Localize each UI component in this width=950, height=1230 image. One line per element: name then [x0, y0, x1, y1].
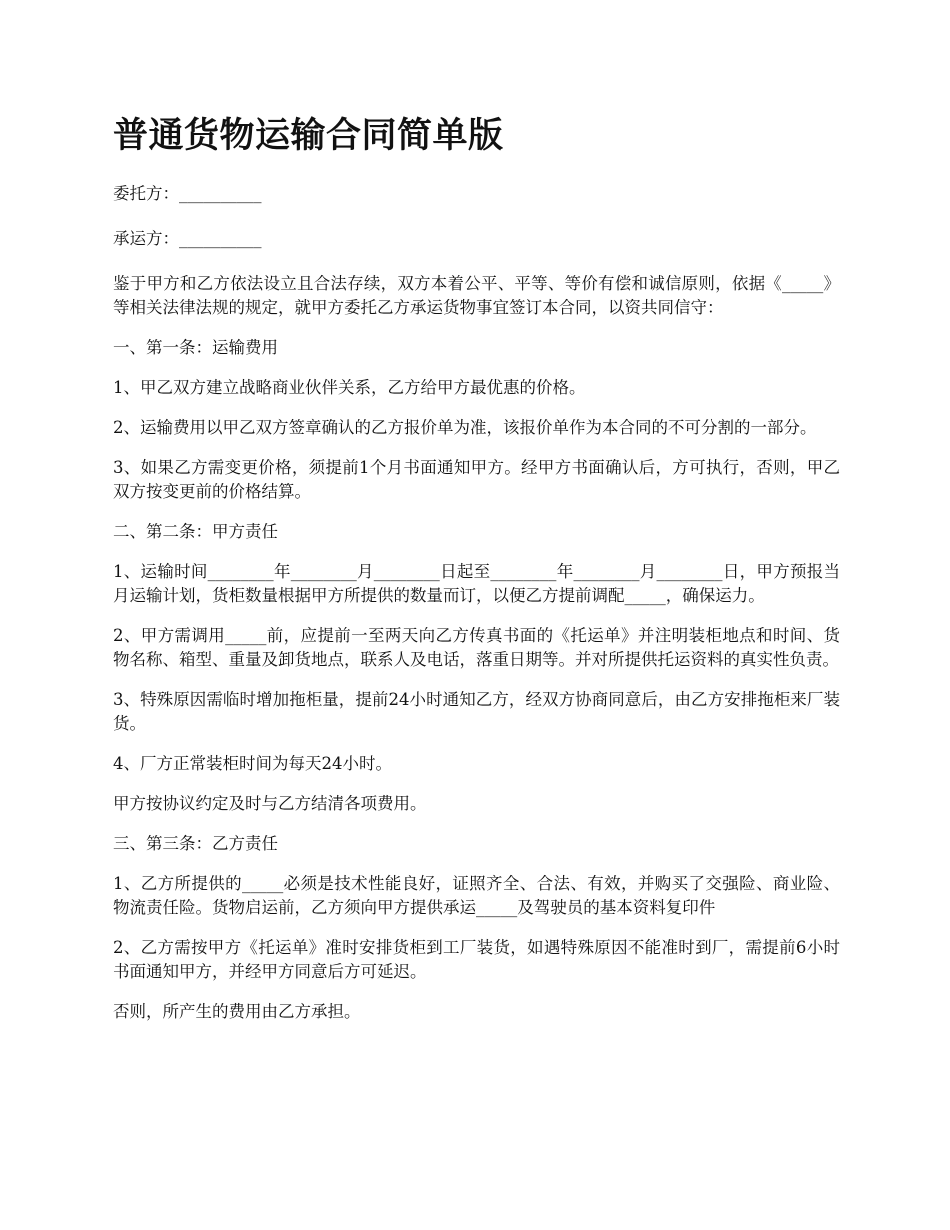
section-heading-1: 一、第一条：运输费用 [113, 338, 278, 357]
clause-1-1: 1、甲乙双方建立战略商业伙伴关系，乙方给甲方最优惠的价格。 [113, 378, 586, 397]
clause-1-2: 2、运输费用以甲乙双方签章确认的乙方报价单为准，该报价单作为本合同的不可分割的一部分。 [113, 418, 817, 437]
document-title: 普通货物运输合同简单版 [113, 116, 504, 156]
section-heading-3: 三、第三条：乙方责任 [113, 834, 278, 853]
clause-3-1: 1、乙方所提供的_____必须是技术性能良好，证照齐全、合法、有效，并购买了交强险、商业险、物流责任险。货物启运前，乙方须向甲方提供承运_____及驾驶员的基本资料复印件 [113, 874, 840, 917]
clause-2-1: 1、运输时间________年________月________日起至________年________月________日，甲方预报当月运输计划，货柜数量根据甲方所提供的数量而订，以便乙方提前调配_____，确保运力。 [113, 562, 840, 605]
clause-2-3: 3、特殊原因需临时增加拖柜量，提前24小时通知乙方，经双方协商同意后，由乙方安排拖柜来厂装货。 [113, 690, 840, 733]
preamble-paragraph: 鉴于甲方和乙方依法设立且合法存续，双方本着公平、平等、等价有偿和诚信原则，依据《_____》等相关法律法规的规定，就甲方委托乙方承运货物事宜签订本合同，以资共同信守： [113, 274, 840, 317]
cost-note: 否则，所产生的费用由乙方承担。 [113, 1002, 361, 1021]
clause-2-2: 2、甲方需调用_____前，应提前一至两天向乙方传真书面的《托运单》并注明装柜地点和时间、货物名称、箱型、重量及卸货地点，联系人及电话，落重日期等。并对所提供托运资料的真实性负责。 [113, 626, 840, 669]
client-party-line: 委托方：__________ [113, 184, 262, 203]
section-heading-2: 二、第二条：甲方责任 [113, 522, 278, 541]
payment-note: 甲方按协议约定及时与乙方结清各项费用。 [113, 794, 427, 813]
clause-3-2: 2、乙方需按甲方《托运单》准时安排货柜到工厂装货，如遇特殊原因不能准时到厂，需提前6小时书面通知甲方，并经甲方同意后方可延迟。 [113, 938, 840, 981]
carrier-party-line: 承运方：__________ [113, 229, 262, 248]
contract-document [113, 110, 840, 1040]
clause-2-4: 4、厂方正常装柜时间为每天24小时。 [113, 754, 392, 773]
clause-1-3: 3、如果乙方需变更价格，须提前1个月书面通知甲方。经甲方书面确认后，方可执行，否则，甲乙双方按变更前的价格结算。 [113, 458, 840, 501]
